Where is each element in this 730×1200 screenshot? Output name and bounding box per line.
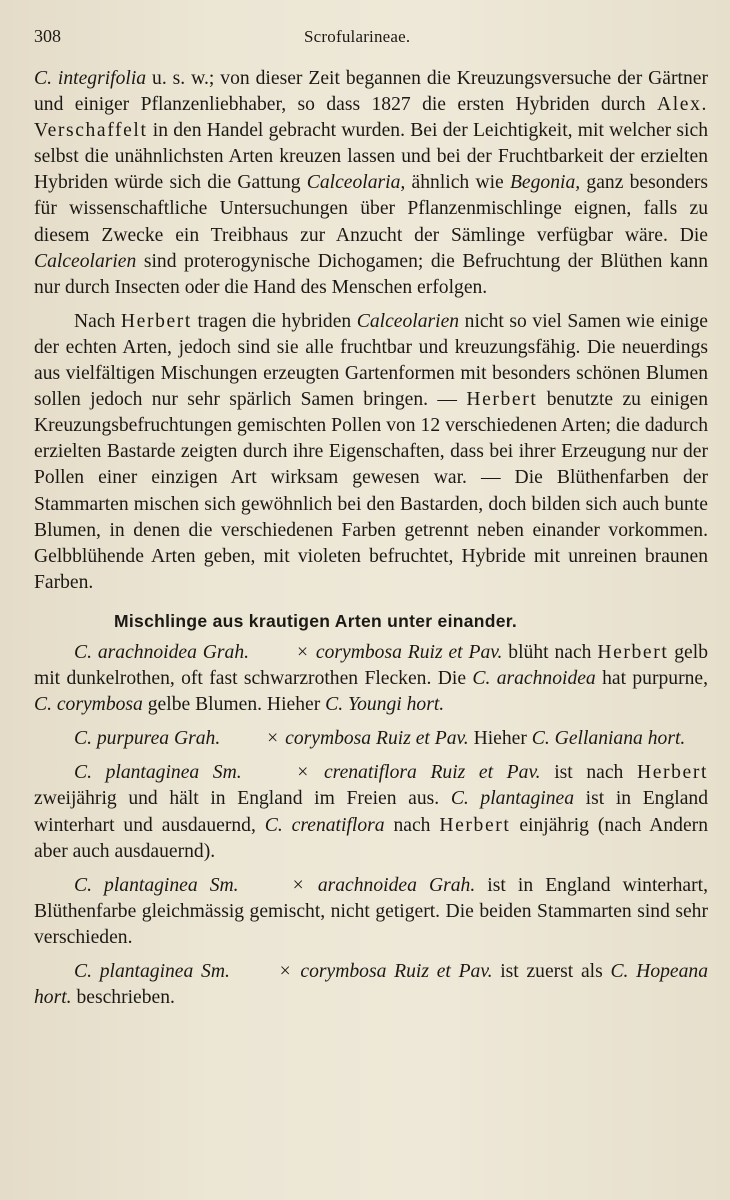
person-name: Alex. Verschaffelt xyxy=(34,94,708,142)
paragraph-hybrid-history xyxy=(34,66,708,301)
person-name: Herbert xyxy=(120,310,192,332)
species-name: C. plantaginea Sm. xyxy=(74,961,230,982)
species-name: arachnoidea Grah. xyxy=(317,874,476,896)
person-name: Herbert xyxy=(466,389,538,411)
section-heading: Mischlinge aus krautigen Arten unter einander. xyxy=(114,610,518,631)
species-name: C. plantaginea Sm. xyxy=(74,762,242,784)
person-name: Herbert xyxy=(636,762,708,784)
text-run: einjährig (nach Andern aber auch ausdauernd). xyxy=(34,814,708,862)
species-name: C. plantaginea xyxy=(450,788,575,810)
text-run: sind proterogynische Dichogamen; die Befruchtung der Blüthen kann nur durch Insecten oder die Hand des Menschen erfolgen. xyxy=(34,250,708,298)
text-run: hat purpurne, xyxy=(595,668,708,690)
text-run: Nach xyxy=(74,310,121,332)
species-name: corymbosa Ruiz et Pav. xyxy=(285,728,469,750)
species-name: corymbosa Ruiz et Pav. xyxy=(315,641,503,663)
cross-symbol: × xyxy=(296,641,308,663)
genus-name: Begonia, xyxy=(509,172,581,194)
text-run: zweijährig und hält in England im Freien aus. xyxy=(34,788,451,810)
text-run: Hieher xyxy=(468,728,532,750)
page-number: 308 xyxy=(34,26,61,46)
genus-name: Calceolarien xyxy=(356,310,460,332)
body-text xyxy=(34,66,708,1011)
cross-symbol: × xyxy=(297,762,309,784)
text-run: u. s. w.; von dieser Zeit begannen die Kreuzungsversuche der Gärtner und einiger Pflanzenliebhaber, so dass 1827 die ersten Hybriden durch xyxy=(34,68,708,116)
cross-symbol: × xyxy=(292,874,304,896)
text-run: nach xyxy=(384,814,440,836)
text-run: tragen die hybriden xyxy=(191,310,357,332)
species-name: C. plantaginea Sm. xyxy=(74,874,239,896)
text-run: ist zuerst als xyxy=(492,961,611,982)
text-run: ist nach xyxy=(540,762,637,784)
text-run: benutzte zu einigen Kreuzungsbefruchtungen gemischten Pollen von 12 verschiedenen Arten; die dadurch erzielten Bastarde zeigten durch ihre Eigenschaften, dass bei ihrer Erzeugung nur der Pollen einer einzigen Art wirksam gewesen war. — Die Blüthenfarben der Stammarten mischen sich gewöhnlich bei den Bastarden, doch bilden sich auch bunte Blumen, in denen die verschiedenen Farben getrennt neben einander vorkommen. Gelbblühende Arten geben, mit violeten befruchtet, Hybride mit unreinen braunen Farben. xyxy=(34,389,708,593)
text-run: blüht nach xyxy=(502,641,598,663)
hybrid-entry-5 xyxy=(34,959,708,1011)
text-run: gelbe Blumen. Hieher xyxy=(142,694,326,716)
person-name: Herbert xyxy=(597,641,669,663)
hybrid-entry-1 xyxy=(34,640,708,718)
text-run: ähnlich wie xyxy=(405,172,510,194)
text-run: gelb mit dunkelrothen, oft fast schwarzrothen Flecken. Die xyxy=(34,641,708,690)
genus-name: Calceolaria, xyxy=(306,172,406,194)
text-run: in den Handel gebracht wurden. Bei der Leichtigkeit, mit welcher sich selbst die unähnlichsten Arten kreuzen lassen und bei der Fruchtbarkeit der erzielten Hybriden würde sich die Gattung xyxy=(34,120,708,194)
hybrid-entry-4 xyxy=(34,873,708,951)
species-name: C. Youngi hort. xyxy=(325,694,445,716)
species-name: C. purpurea Grah. xyxy=(74,728,221,750)
hybrid-entry-2 xyxy=(34,726,708,752)
species-name: C. integrifolia xyxy=(34,68,147,89)
species-name: crenatiflora Ruiz et Pav. xyxy=(323,762,541,784)
person-name: Herbert xyxy=(439,814,511,836)
text-run: ist in England winterhart, Blüthenfarbe gleichmässig gemischt, nicht getigert. Die beiden Stammarten sind sehr verschieden. xyxy=(34,874,709,948)
species-name: C. arachnoidea xyxy=(472,668,596,690)
text-run: ist in England winterhart und ausdauernd, xyxy=(34,788,708,836)
species-name: corymbosa Ruiz et Pav. xyxy=(300,961,493,982)
species-name: C. crenatiflora xyxy=(264,814,385,836)
text-run: nicht so viel Samen wie einige der echten Arten, jedoch sind sie alle fruchtbar und kreuzungsfähig. Die neuerdings aus vielfältigen Mischungen erzeugten Gartenformen mit besonders schönen Blumen sollen jedoch nur sehr spärlich Samen bringen. — xyxy=(34,310,708,411)
hybrid-entry-3 xyxy=(34,760,708,864)
running-head xyxy=(34,26,708,66)
section-title: Scrofularineae. xyxy=(304,27,411,46)
text-run: beschrieben. xyxy=(71,987,175,1009)
cross-symbol: × xyxy=(267,728,279,750)
species-name: C. Gellaniana hort. xyxy=(531,728,686,750)
paragraph-herbert xyxy=(34,309,708,596)
genus-name: Calceolarien xyxy=(34,250,137,272)
species-name: C. corymbosa xyxy=(34,694,143,716)
species-name: C. arachnoidea Grah. xyxy=(74,641,250,663)
species-name: C. Hopeana hort. xyxy=(34,961,708,1009)
text-run: ganz besonders für wissenschaftliche Untersuchungen über Pflanzenmischlinge eignen, falls zu diesem Zwecke ein Treibhaus zur Anzucht der Sämlinge verfügbar wäre. Die xyxy=(34,172,708,246)
cross-symbol: × xyxy=(279,961,291,982)
